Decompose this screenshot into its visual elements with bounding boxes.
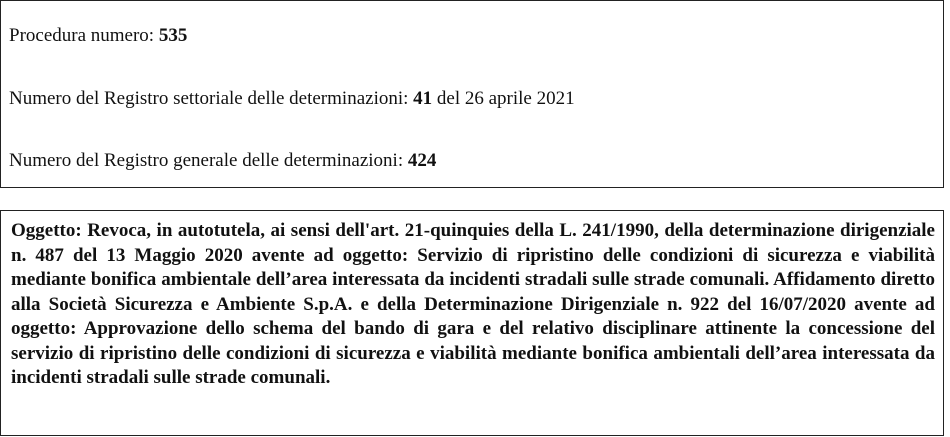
registro-generale-number: 424 <box>407 150 437 171</box>
registro-settoriale-date: del 26 aprile 2021 <box>436 88 575 109</box>
procedura-row <box>9 25 187 47</box>
registro-settoriale-number: 41 <box>413 88 433 109</box>
subject-text: Oggetto: Revoca, in autotutela, ai sensi dell'art. 21-quinquies della L. 241/1990, della determinazione dirigenziale n. 487 del 13 Maggio 2020 avente ad oggetto: Servizio di ripristino delle condizioni di sicurezza e viabilità mediante bonifica ambientale dell’area interessata da incidenti stradali sulle strade comunali. Affidamento diretto alla Società Sicurezza e Ambiente S.p.A. e della Determinazione Dirigenziale n. 922 del 16/07/2020 avente ad oggetto: Approvazione dello schema del bando di gara e del relativo disciplinare attinente la concessione del servizio di ripristino delle condizioni di sicurezza e viabilità mediante bonifica ambientali dell’area interessata da incidenti stradali sulle strade comunali. <box>11 220 935 388</box>
procedura-number: 535 <box>158 25 188 46</box>
procedura-label: Procedura numero: <box>9 25 155 46</box>
registro-generale-row <box>9 150 436 172</box>
document-header-box <box>0 0 944 188</box>
subject-box <box>0 210 944 436</box>
registro-settoriale-row <box>9 88 575 110</box>
registro-generale-label: Numero del Registro generale delle determinazioni: <box>9 150 404 171</box>
registro-settoriale-label: Numero del Registro settoriale delle determinazioni: <box>9 88 409 109</box>
